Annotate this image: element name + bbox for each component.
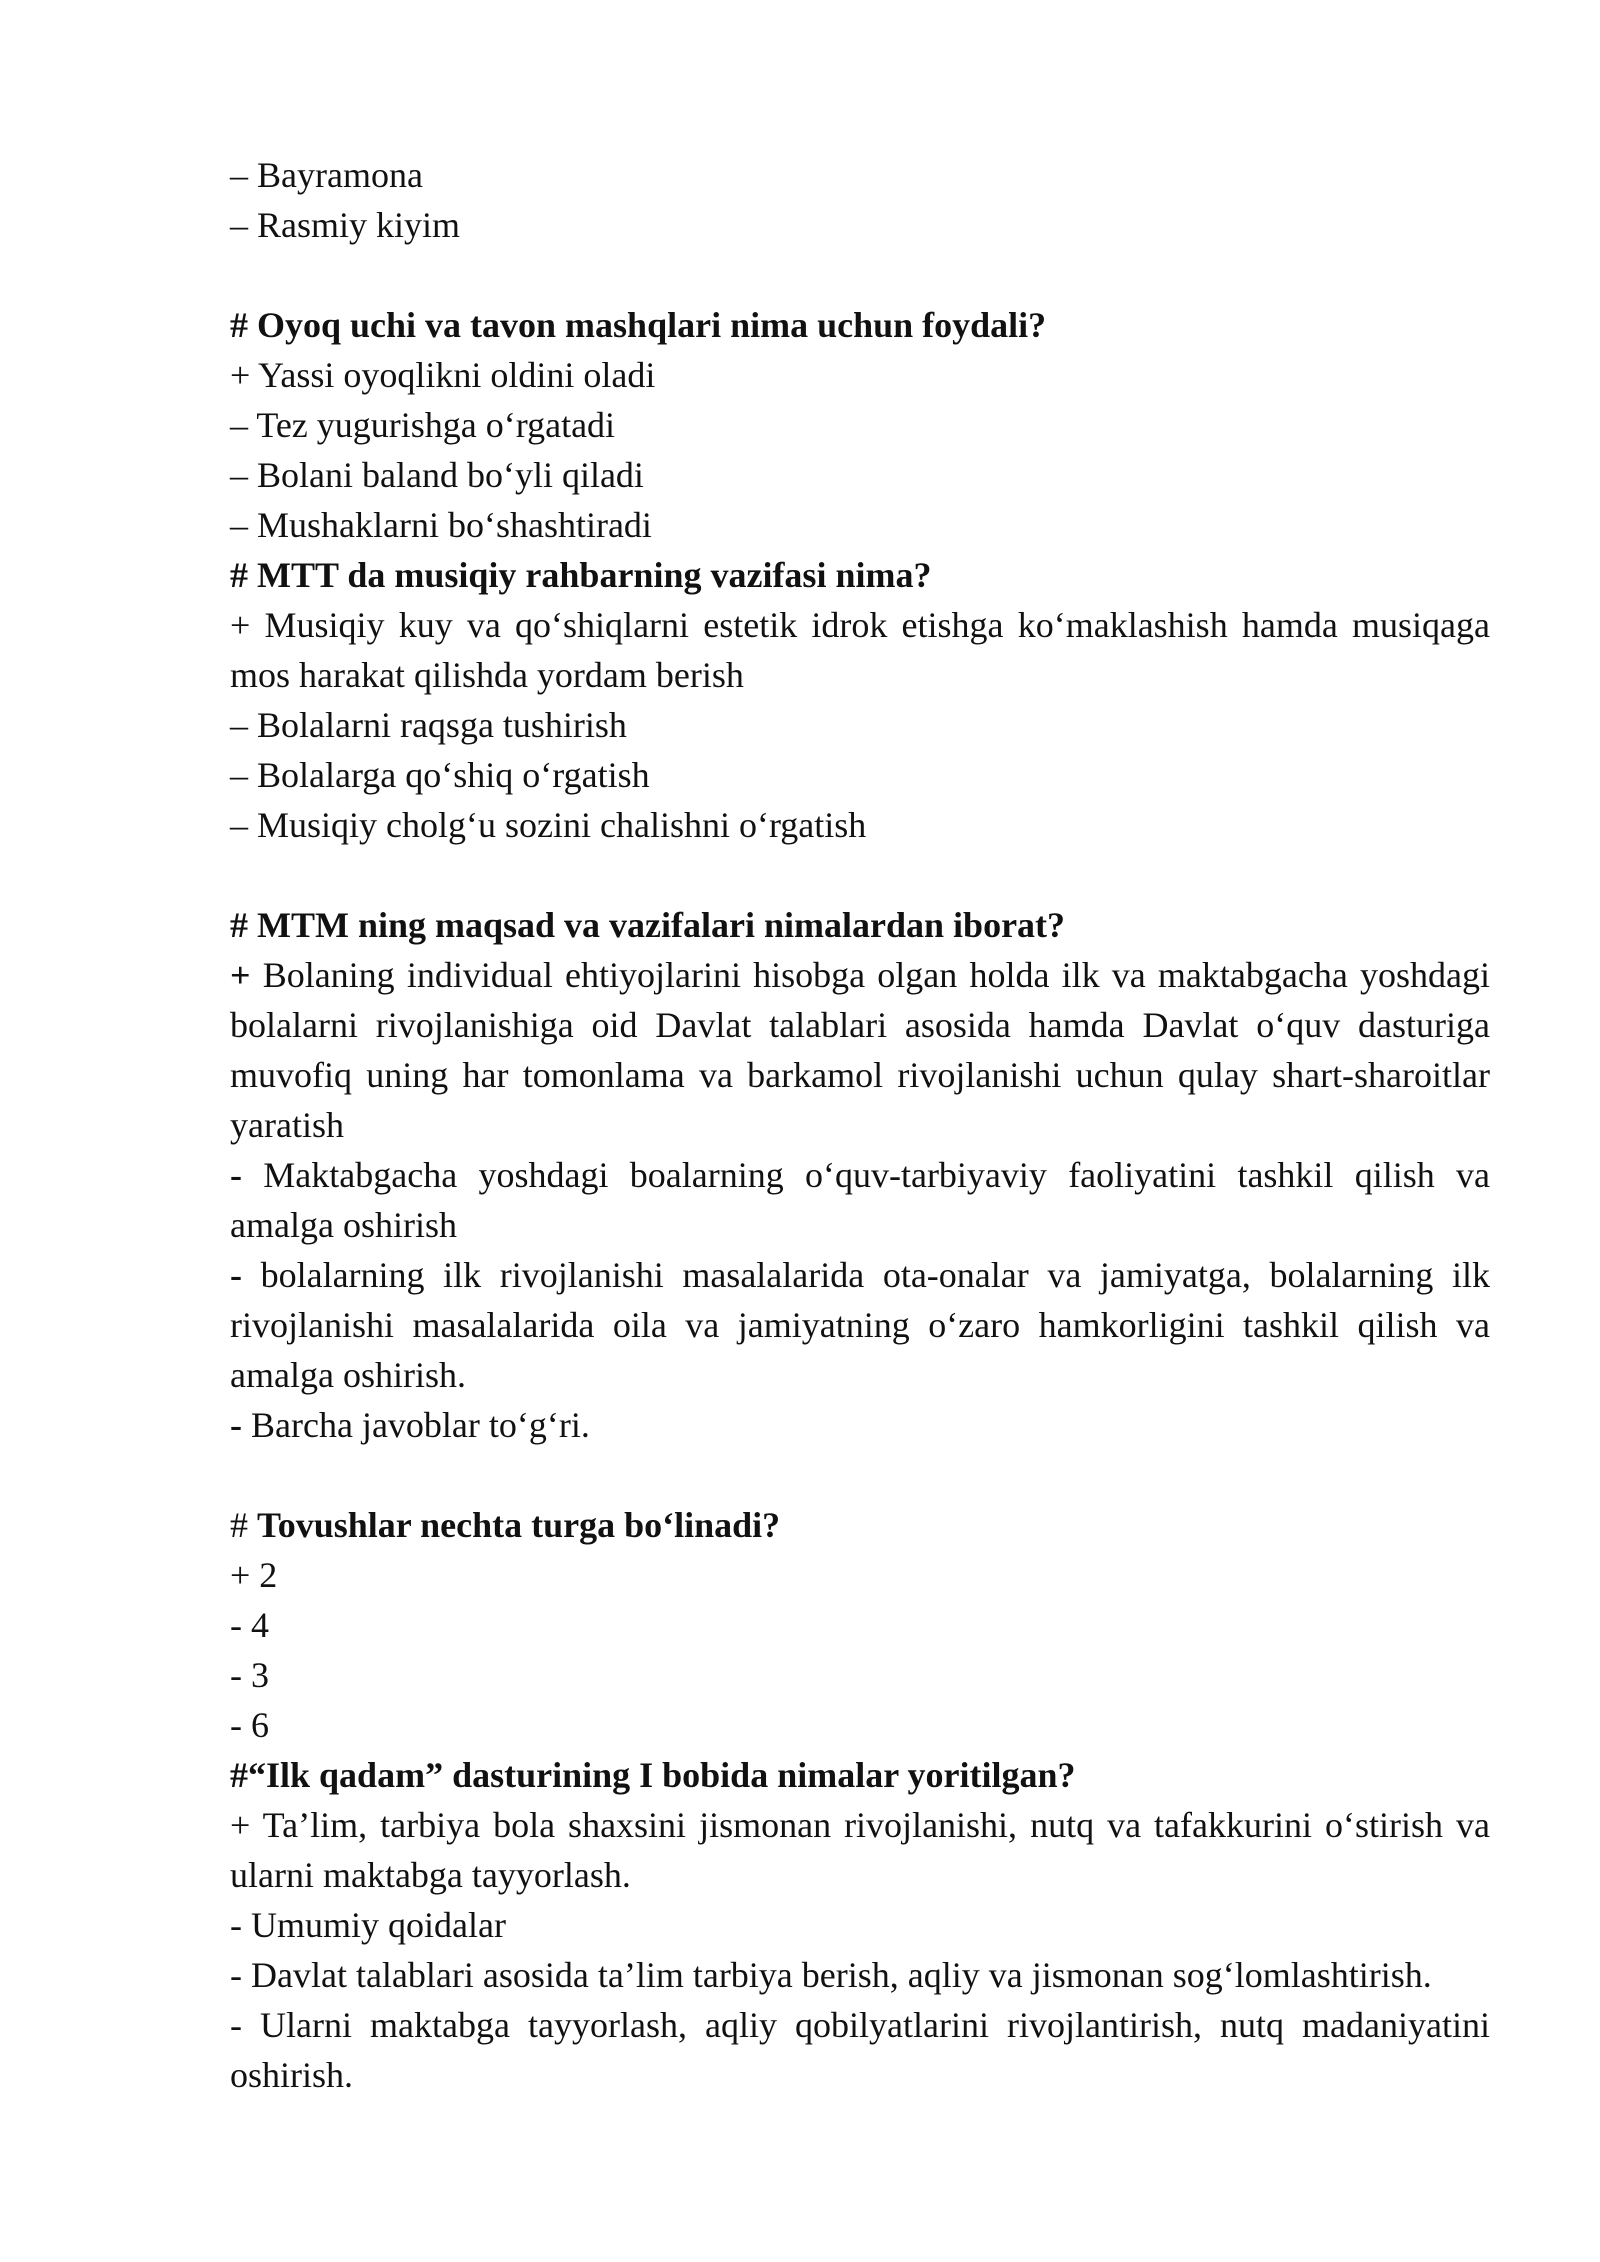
spacer bbox=[230, 250, 1490, 300]
answer-option-correct bbox=[230, 950, 1490, 1150]
answer-option: – Bolalarni raqsga tushirish bbox=[230, 705, 627, 745]
answer-marker: - bbox=[230, 1255, 242, 1295]
question-heading: # Oyoq uchi va tavon mashqlari nima uchun foydali? bbox=[230, 305, 1047, 345]
answer-option-correct: + Ta’lim, tarbiya bola shaxsini jismonan rivojlanishi, nutq va tafakkurini o‘stirish va ularni maktabga tayyorlash. bbox=[230, 1805, 1490, 1895]
question-text: Tovushlar nechta turga bo‘linadi? bbox=[257, 1505, 781, 1545]
answer-marker: + bbox=[230, 955, 251, 995]
question-heading bbox=[230, 1500, 1490, 1550]
document-page bbox=[230, 150, 1490, 2100]
answer-text: bolalarning ilk rivojlanishi masalalarida ota-onalar va jamiyatga, bolalarning ilk rivojlanishi masalalarida oila va jamiyatning o‘zaro hamkorligini tashkil qilish va amalga oshirish. bbox=[230, 1255, 1490, 1395]
answer-option: – Bolani baland bo‘yli qiladi bbox=[230, 455, 644, 495]
answer-marker: - bbox=[230, 1405, 242, 1445]
answer-option: - Umumiy qoidalar bbox=[230, 1905, 506, 1945]
answer-option bbox=[230, 1150, 1490, 1250]
answer-text: Maktabgacha yoshdagi boalarning o‘quv-tarbiyaviy faoliyatini tashkil qilish va amalga oshirish bbox=[230, 1155, 1490, 1245]
answer-option-correct: + Yassi oyoqlikni oldini oladi bbox=[230, 355, 656, 395]
question-heading: #“Ilk qadam” dasturining I bobida nimalar yoritilgan? bbox=[230, 1755, 1076, 1795]
question-heading: # MTM ning maqsad va vazifalari nimalardan iborat? bbox=[230, 905, 1066, 945]
answer-option: - 4 bbox=[230, 1605, 269, 1645]
answer-option bbox=[230, 1250, 1490, 1400]
question-hash: # bbox=[230, 1505, 257, 1545]
answer-option bbox=[230, 1400, 1490, 1450]
answer-option: - 6 bbox=[230, 1705, 269, 1745]
answer-option: – Tez yugurishga o‘rgatadi bbox=[230, 405, 616, 445]
answer-text: Barcha javoblar to‘g‘ri. bbox=[242, 1405, 590, 1445]
answer-option-correct: + 2 bbox=[230, 1555, 278, 1595]
answer-option: – Bayramona bbox=[230, 155, 423, 195]
answer-option: - Davlat talablari asosida ta’lim tarbiya berish, aqliy va jismonan sog‘lomlashtirish. bbox=[230, 1955, 1432, 1995]
answer-option: – Bolalarga qo‘shiq o‘rgatish bbox=[230, 755, 650, 795]
spacer bbox=[230, 1450, 1490, 1500]
answer-option: – Rasmiy kiyim bbox=[230, 205, 461, 245]
answer-option: - 3 bbox=[230, 1655, 269, 1695]
answer-option: - Ularni maktabga tayyorlash, aqliy qobilyatlarini rivojlantirish, nutq madaniyatini oshirish. bbox=[230, 2005, 1490, 2095]
answer-option: – Mushaklarni bo‘shashtiradi bbox=[230, 505, 652, 545]
answer-marker: - bbox=[230, 1155, 242, 1195]
answer-option: – Musiqiy cholg‘u sozini chalishni o‘rgatish bbox=[230, 805, 867, 845]
answer-text: Bolaning individual ehtiyojlarini hisobga olgan holda ilk va maktabgacha yoshdagi bolalarni rivojlanishiga oid Davlat talablari asosida hamda Davlat o‘quv dasturiga muvofiq uning har tomonlama va barkamol rivojlanishi uchun qulay shart-sharoitlar yaratish bbox=[230, 955, 1490, 1145]
answer-option-correct: + Musiqiy kuy va qo‘shiqlarni estetik idrok etishga ko‘maklashish hamda musiqaga mos harakat qilishda yordam berish bbox=[230, 605, 1490, 695]
question-heading: # MTT da musiqiy rahbarning vazifasi nima? bbox=[230, 555, 932, 595]
spacer bbox=[230, 850, 1490, 900]
